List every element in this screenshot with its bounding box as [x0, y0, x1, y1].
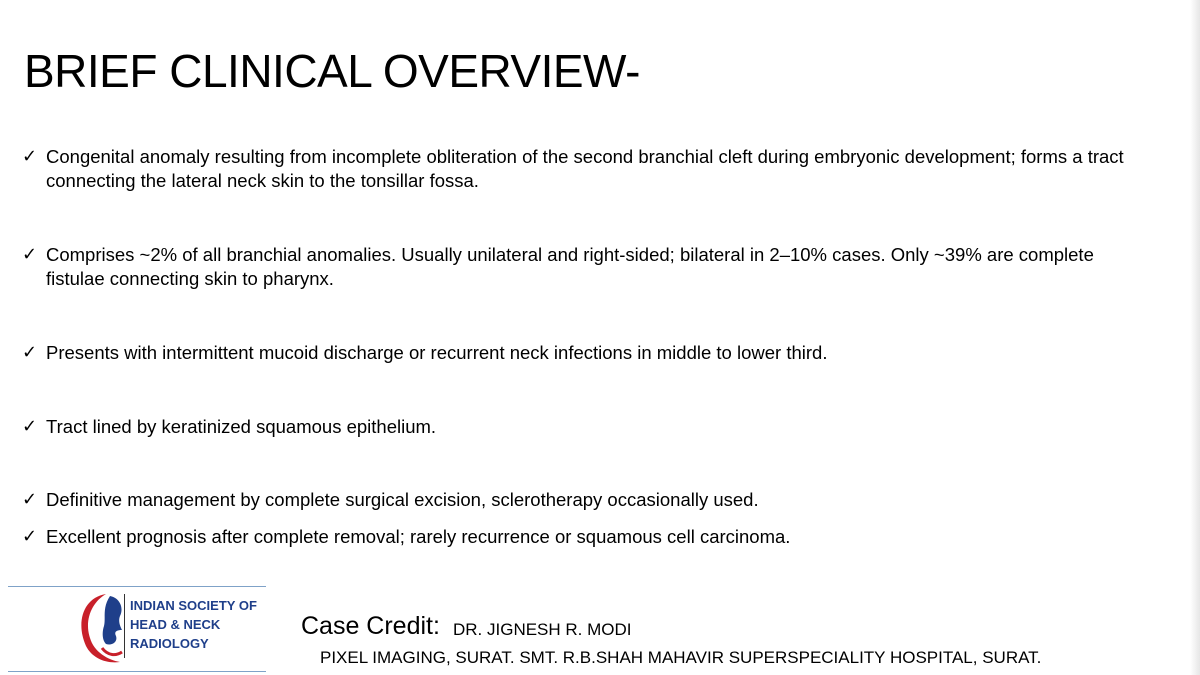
bullet-item [22, 525, 1142, 549]
bullet-item [22, 415, 1142, 439]
bullet-text: Congenital anomaly resulting from incomplete obliteration of the second branchial cleft during embryonic development; forms a tract connecting the lateral neck skin to the tonsillar fossa. [46, 146, 1124, 191]
bullet-text: Excellent prognosis after complete removal; rarely recurrence or squamous cell carcinoma. [46, 526, 791, 547]
slide-edge-shadow [1190, 0, 1200, 675]
checkmark-icon: ✓ [22, 244, 38, 265]
society-name-line: RADIOLOGY [130, 636, 209, 651]
checkmark-icon: ✓ [22, 489, 38, 510]
checkmark-icon: ✓ [22, 146, 38, 167]
bullet-text: Definitive management by complete surgical excision, sclerotherapy occasionally used. [46, 489, 759, 510]
bullet-text: Presents with intermittent mucoid discharge or recurrent neck infections in middle to lower third. [46, 342, 828, 363]
bullet-text: Tract lined by keratinized squamous epithelium. [46, 416, 437, 437]
logo-divider [124, 594, 125, 658]
society-name [130, 596, 266, 653]
case-credit-name: DR. JIGNESH R. MODI [453, 620, 632, 639]
case-credit-institution: PIXEL IMAGING, SURAT. SMT. R.B.SHAH MAHAVIR SUPERSPECIALITY HOSPITAL, SURAT. [320, 648, 1042, 667]
bullet-text: Comprises ~2% of all branchial anomalies. Usually unilateral and right-sided; bilateral in 2–10% cases. Only ~39% are complete fistulae connecting skin to pharynx. [46, 244, 1094, 289]
society-logo-icon [72, 588, 128, 668]
society-name-line: HEAD & NECK [130, 617, 221, 632]
bullet-item [22, 488, 1142, 512]
bullet-item [22, 341, 1142, 365]
logo-bottom-rule [8, 671, 266, 672]
bullet-item [22, 145, 1142, 193]
society-name-line: INDIAN SOCIETY OF [130, 598, 257, 613]
logo-top-rule [8, 586, 266, 587]
bullet-item [22, 243, 1142, 291]
case-credit-label: Case Credit: [301, 612, 440, 640]
slide-title: BRIEF CLINICAL OVERVIEW- [24, 45, 640, 97]
checkmark-icon: ✓ [22, 526, 38, 547]
checkmark-icon: ✓ [22, 416, 38, 437]
checkmark-icon: ✓ [22, 342, 38, 363]
